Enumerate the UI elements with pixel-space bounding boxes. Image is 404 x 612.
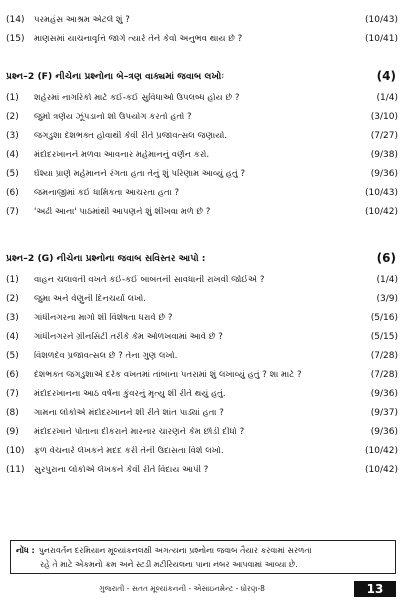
question-reference: (3/10) <box>370 112 398 122</box>
question-row <box>6 146 398 164</box>
section-marks: (6) <box>376 251 396 265</box>
section-title: પ્રશ્ન–2 (G) નીચેના પ્રશ્નોના જવાબ સવિસ્તર આપો : <box>6 252 206 264</box>
question-number: (10) <box>6 446 25 456</box>
question-text: જુમો ત્રણેય ઝૂંપડાનો શો ઉપયોગ કરતો હતો ? <box>34 112 192 122</box>
question-text: માણસમાં યાચનાવૃત્તિ જાગે ત્યારે તેને કેવો અનુભવ થાય છે ? <box>34 34 243 44</box>
question-reference: (10/43) <box>365 15 398 25</box>
question-row <box>6 385 398 403</box>
note-box <box>10 540 396 574</box>
question-row <box>6 203 398 221</box>
question-number: (8) <box>6 408 19 418</box>
question-reference: (7/27) <box>370 131 398 141</box>
question-number: (4) <box>6 150 19 160</box>
question-reference: (3/9) <box>376 294 398 304</box>
question-reference: (10/42) <box>365 446 398 456</box>
question-number: (6) <box>6 370 19 380</box>
question-text: ફળ વેચનારે લેખકને મદદ કરી તેની ઉદાસતા વિશે લખો. <box>34 446 224 456</box>
question-row <box>6 127 398 145</box>
question-text: ઘેંશ્યા પ્રાણે મહેમાનને રંગતા હતા તેનું શું પરિણામ આવ્યું હતું ? <box>34 169 246 179</box>
question-text: 'અઢી આના' પાઠમાંથી આપણને શું શીખવા મળે છે ? <box>34 207 211 217</box>
question-text: મંદોદરખાનના આઠ વર્ષના કુંવરનું મૃત્યુ શી રીતે થયું હતું. <box>34 389 226 399</box>
question-text: વાહન ચલાવતી વખતે કઈ-કઈ બાબતની સાવધાની રાખવી જોઈએ ? <box>34 275 265 285</box>
question-text: મંદોદરખાનને મળવા આવનાર મહેમાનનું વર્ણન કરો. <box>34 150 210 160</box>
question-reference: (9/38) <box>370 150 398 160</box>
question-reference: (9/36) <box>370 389 398 399</box>
question-row <box>6 461 398 479</box>
question-reference: (7/28) <box>370 370 398 380</box>
question-text: દેશભક્ત જગડુશાએ દરેક વખતમાં તાંબાના પતરામાં શું લખાવ્યું હતું ? શા માટે ? <box>34 370 302 380</box>
note-line-1 <box>16 544 390 558</box>
question-row <box>6 271 398 289</box>
question-text: મંદોદરખાને પોતાના દીકરાને મારનાર ચારણને કેમ છોડી દીધો ? <box>34 427 245 437</box>
question-reference: (1/4) <box>376 93 398 103</box>
question-number: (5) <box>6 169 19 179</box>
question-text: શહેરમાં નાગરિકો માટે કઈ-કઈ સુવિધાઓ ઉપલબ્ધ હોય છે ? <box>34 93 240 103</box>
question-reference: (9/37) <box>370 408 398 418</box>
question-number: (2) <box>6 294 19 304</box>
page-number: 13 <box>354 581 396 597</box>
question-row <box>6 328 398 346</box>
question-reference: (5/15) <box>370 332 398 342</box>
question-number: (3) <box>6 131 19 141</box>
note-line-2: રહે તે માટે એકમનો ક્રમ અને સ્ટડી મટીરિયલના પાના નંબર આપવામાં આવ્યા છે. <box>40 560 298 569</box>
question-text: પરમહંસ આશ્રમ એટલે શું ? <box>34 15 130 25</box>
question-row <box>6 347 398 365</box>
question-text: ગાંધીનગરને ગ્રીનસિટી તરીકે કેમ ઓળખવામાં આવે છે ? <box>34 332 223 342</box>
question-number: (1) <box>6 275 19 285</box>
question-text: ગાંધીનગરના માર્ગો શી વિશેષતા ધરાવે છે ? <box>34 313 173 323</box>
question-number: (1) <box>6 93 19 103</box>
question-text: જગડુશા દેશભક્ત હોવાથી કેવી રીતે પ્રજાવત્સલ જણાયો. <box>34 131 228 141</box>
question-reference: (10/42) <box>365 207 398 217</box>
question-text: સુરપુરાના લોકોએ લેખકને કેવી રીતે વિદાય આપી ? <box>34 465 209 475</box>
note-label: નોંધ : <box>16 546 35 555</box>
question-reference: (1/4) <box>376 275 398 285</box>
question-reference: (10/43) <box>365 188 398 198</box>
section-title: પ્રશ્ન–2 (F) નીચેના પ્રશ્નોના બે–ત્રણ વાક્યમાં જવાબ લખોઃ <box>6 70 224 82</box>
question-row <box>6 11 398 29</box>
question-text: જુમા અને વેણુની દિનચર્યા લખો. <box>34 294 147 304</box>
page-footer <box>10 581 396 597</box>
note-text-1: પુનરાવર્તન દરમિયાન મૂલ્યાંકનલક્ષી અગત્યના પ્રશ્નોના જવાબ તૈયાર કરવામાં સરળતા <box>38 546 312 555</box>
question-row <box>6 309 398 327</box>
question-number: (7) <box>6 389 19 399</box>
question-number: (5) <box>6 351 19 361</box>
question-reference: (10/41) <box>365 34 398 44</box>
section-heading <box>6 248 398 268</box>
question-number: (4) <box>6 332 19 342</box>
question-reference: (10/42) <box>365 465 398 475</box>
question-text: વિશળદેવ પ્રજાવત્સલ છે ? તેના ગુણ લખો. <box>34 351 178 361</box>
question-reference: (5/16) <box>370 313 398 323</box>
footer-text: ગુજરાતી - સતત મૂલ્યાંકનની - એસાઇનમેન્ટ - ધોરણ-8 <box>99 584 265 593</box>
question-row <box>6 290 398 308</box>
question-text: જમનાજીમાં કઈ ધાર્મિકતા આચરતા હતા ? <box>34 188 180 198</box>
question-row <box>6 184 398 202</box>
question-number: (2) <box>6 112 19 122</box>
section-heading <box>6 66 398 86</box>
question-reference: (9/36) <box>370 169 398 179</box>
question-number: (6) <box>6 188 19 198</box>
question-row <box>6 165 398 183</box>
question-text: ગામના લોકોએ મંદોદરખાનને શી રીતે શાંત પાડ્યાં હતા ? <box>34 408 224 418</box>
question-row <box>6 30 398 48</box>
question-row <box>6 423 398 441</box>
question-row <box>6 108 398 126</box>
section-marks: (4) <box>376 69 396 83</box>
question-row <box>6 404 398 422</box>
question-number: (9) <box>6 427 19 437</box>
question-number: (7) <box>6 207 19 217</box>
question-row <box>6 366 398 384</box>
question-number: (3) <box>6 313 19 323</box>
question-row <box>6 89 398 107</box>
question-reference: (7/28) <box>370 351 398 361</box>
question-row <box>6 442 398 460</box>
question-reference: (9/36) <box>370 427 398 437</box>
question-number: (14) <box>6 15 25 25</box>
question-number: (15) <box>6 34 25 44</box>
question-number: (11) <box>6 465 25 475</box>
